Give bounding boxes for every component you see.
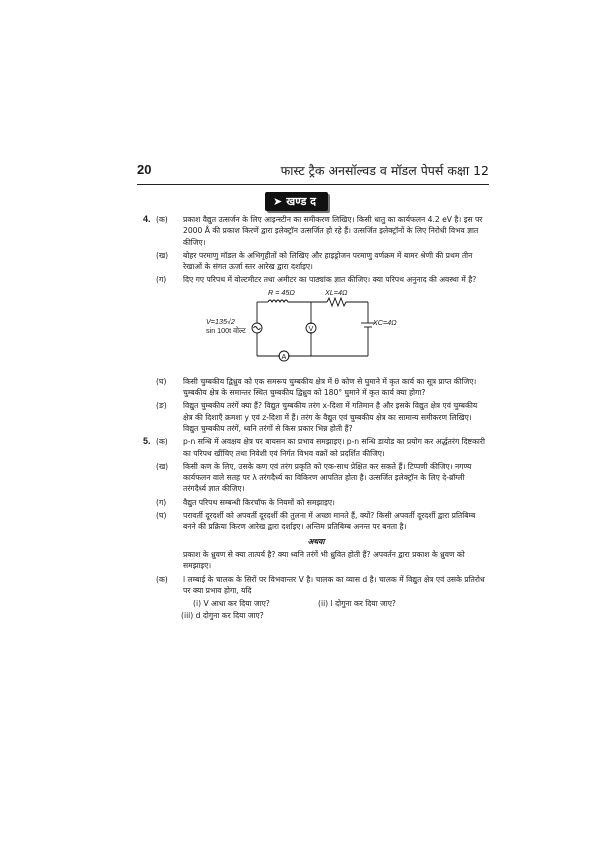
circuit-svg <box>143 288 489 374</box>
part-label: (क) <box>156 574 168 584</box>
part-label: (घ) <box>156 511 167 521</box>
question-part <box>143 574 489 597</box>
part-text: परावर्ती दूरदर्शी को अपवर्ती दूरदर्शी की तुलना में अच्छा मानते हैं, क्यों? किसी अपवर्ती दूरदर्शी द्वारा प्रतिबिम्ब बनने की प्रक्रिया किरण आरेख द्वारा दर्शाइए। अन्तिम प्रतिबिम्ब अनन्त पर बनता है। <box>183 511 476 532</box>
option-item: (i) V आधा कर दिया जाए? <box>193 599 270 609</box>
voltmeter-label: V <box>308 324 314 334</box>
question-part <box>143 250 489 273</box>
question-part <box>143 214 489 248</box>
part-text: विद्युत चुम्बकीय तरंगें क्या हैं? विद्युत चुम्बकीय तरंग x-दिशा में गतिमान है और इसके विद्युत क्षेत्र एवं चुम्बकीय क्षेत्र की दिशाएँ क्रमशः y एवं z-दिशा में हैं। तरंग के वैद्युत एवं चुम्बकीय क्षेत्र का सामान्य समीकरण लिखिए। विद्युत चुम्बकीय तरंगें, ध्वनि तरंगों से किस प्रकार भिन्न होती हैं? <box>183 401 478 433</box>
question-content <box>143 214 489 622</box>
question-part <box>143 274 489 285</box>
section-marker-icon: ➤ <box>273 195 283 208</box>
question-part <box>143 436 489 459</box>
alternative-intro: प्रकाश के ध्रुवण से क्या तात्पर्य है? क्या ध्वनि तरंगें भी ध्रुवित होती हैं? अपवर्तन द्वारा प्रकाश के ध्रुवण को समझाइए। <box>183 549 465 571</box>
question-part <box>143 497 489 508</box>
question-part <box>143 376 489 399</box>
inductor-label: XL=4Ω <box>325 287 348 297</box>
question-part <box>143 461 489 495</box>
circuit-diagram <box>143 288 489 374</box>
question-number: 4. <box>143 214 151 224</box>
part-label: (ङ) <box>156 401 167 411</box>
option-item: (iii) d दोगुना कर दिया जाए? <box>181 611 264 621</box>
header-rule <box>137 184 489 185</box>
question-number: 5. <box>143 436 151 447</box>
part-text: p-n सन्धि में अवक्षय क्षेत्र पर बायसन का प्रभाव समझाइए। p-n सन्धि डायोड का प्रयोग कर अर्द्धतरंग दिष्टकारी का परिपथ खींचिए तथा निवेशी एवं निर्गत विभव वक्रों को प्रदर्शित कीजिए। <box>183 437 485 458</box>
part-label: (ग) <box>156 497 167 507</box>
option-row <box>143 610 489 622</box>
question-part <box>143 400 489 434</box>
or-label: अथवा <box>307 536 325 546</box>
part-label: (क) <box>156 215 168 224</box>
part-text: l लम्बाई के चालक के सिरों पर विभवान्तर V है। चालक का व्यास d है। चालक में विद्युत क्षेत्र एवं उसके प्रतिरोध पर क्या प्रभाव होगा, यदि <box>183 574 485 595</box>
part-label: (ख) <box>156 461 169 471</box>
source-label: V=135√2 <box>206 316 235 326</box>
part-label: (ख) <box>156 250 169 260</box>
section-label: खण्ड द <box>286 195 316 208</box>
part-label: (घ) <box>156 376 167 386</box>
book-title: फास्ट ट्रैक अनसॉल्वड व मॉडल पेपर्स कक्षा 12 <box>280 163 489 178</box>
page-number: 20 <box>137 162 152 177</box>
part-text: किसी कण के लिए, उसके कण एवं तरंग प्रकृति को एक-साथ प्रेक्षित कर सकते हैं। टिप्पणी कीजिए। नगण्य कार्यफलन वाले सतह पर λ तरंगदैर्ध्य का विकिरण आपतित होता है। उत्सर्जित इलेक्ट्रॉन के लिए दे-ब्रॉग्ली तरंगदैर्ध्य ज्ञात कीजिए। <box>183 461 472 494</box>
resistor-label: R = 45Ω <box>268 287 295 297</box>
source-expression: sin 100t वोल्ट <box>206 325 246 335</box>
part-text: दिए गए परिपथ में वोल्टमीटर तथा अमीटर का पाठ्यांक ज्ञात कीजिए। क्या परिपथ अनुनाद की अवस्था में है? <box>183 275 477 285</box>
part-text: प्रकाश वैद्युत उत्सर्जन के लिए आइन्स्टीन का समीकरण लिखिए। किसी धातु का कार्यफलन 4.2 eV है। इस पर 2000 Å की प्रकाश किरणें द्वारा इलेक्ट्रॉन उत्सर्जित हो रहे हैं। उत्सर्जित इलेक्ट्रॉनों के लिए निरोधी विभव ज्ञात कीजिए। <box>183 215 483 247</box>
part-label: (ग) <box>156 275 167 285</box>
option-item: (ii) l दोगुना कर दिया जाए? <box>318 599 396 609</box>
section-badge <box>265 192 328 211</box>
option-row <box>143 598 489 610</box>
capacitor-label: XC=4Ω <box>373 317 397 327</box>
part-text: वैद्युत परिपथ सम्बन्धी किरचॉफ के नियमों को समझाइए। <box>183 497 335 507</box>
part-text: किसी चुम्बकीय द्विध्रुव को एक समरूप चुम्बकीय क्षेत्र में θ कोण से घुमाने में कृत कार्य का सूत्र प्राप्त कीजिए। चुम्बकीय क्षेत्र के समान्तर स्थित चुम्बकीय द्विध्रुव को 180° घुमाने में कृत कार्य क्या होगा? <box>183 376 477 398</box>
question-part <box>143 510 489 533</box>
part-text: बोहर परमाणु मॉडल के अभिगृहीतों को लिखिए और हाइड्रोजन परमाणु वर्णक्रम में बामर श्रेणी की प्रथम तीन रेखाओं के संगत ऊर्जा स्तर आरेख द्वारा दर्शाइए। <box>183 250 473 272</box>
ammeter-label: A <box>281 352 287 362</box>
part-label: (क) <box>156 437 168 447</box>
